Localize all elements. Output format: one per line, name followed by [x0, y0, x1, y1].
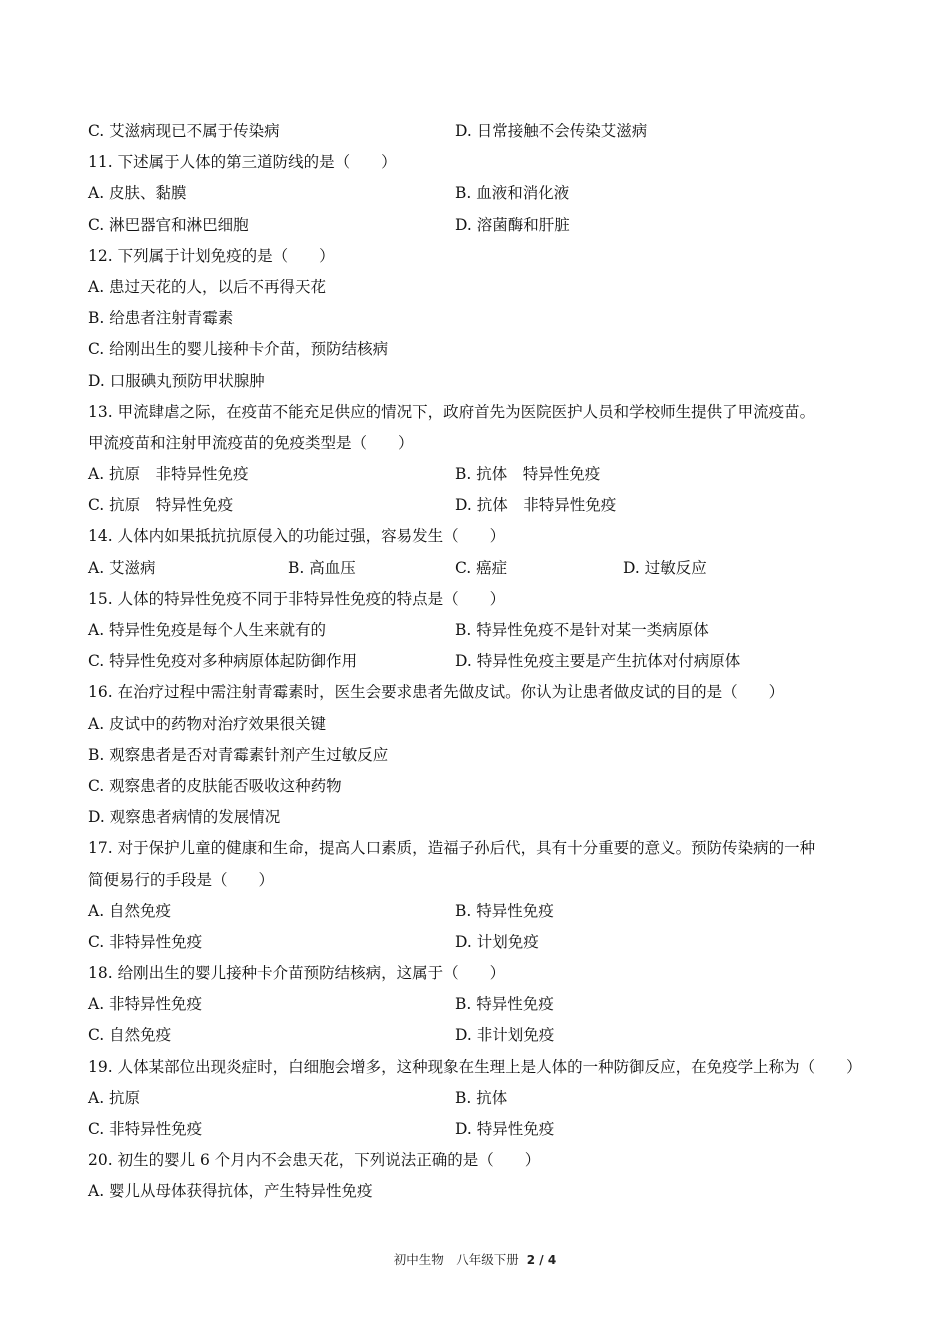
- line-text: C. 观察患者的皮肤能否吸收这种药物: [88, 776, 342, 795]
- text-line: [88, 771, 878, 802]
- option-left: C. 抗原 特异性免疫: [88, 496, 234, 515]
- text-line: [88, 428, 878, 459]
- option-row: [88, 927, 878, 958]
- option-left: A. 抗原 非特异性免疫: [88, 465, 249, 484]
- line-text: 甲流疫苗和注射甲流疫苗的免疫类型是（ ）: [88, 433, 414, 452]
- option-row: [88, 553, 878, 584]
- option-right: D. 溶菌酶和肝脏: [455, 215, 570, 234]
- option-left: A. 非特异性免疫: [88, 995, 203, 1014]
- text-line: [88, 147, 878, 178]
- line-text: C. 给刚出生的婴儿接种卡介苗，预防结核病: [88, 340, 389, 359]
- option-right: B. 特异性免疫: [455, 995, 554, 1014]
- text-line: [88, 740, 878, 771]
- option-right: D. 抗体 非特异性免疫: [455, 496, 617, 515]
- option-left: A. 皮肤、黏膜: [88, 184, 187, 203]
- option-right: B. 抗体: [455, 1088, 508, 1107]
- option-left: C. 艾滋病现已不属于传染病: [88, 122, 280, 140]
- text-line: [88, 1145, 878, 1176]
- option-row: [88, 646, 878, 677]
- line-text: 11. 下述属于人体的第三道防线的是（ ）: [88, 153, 397, 172]
- option-left: C. 非特异性免疫: [88, 932, 203, 951]
- line-text: 13. 甲流肆虐之际，在疫苗不能充足供应的情况下，政府首先为医院医护人员和学校师生提供了甲流疫苗。: [88, 402, 816, 421]
- option-left: A. 抗原: [88, 1088, 141, 1107]
- option-row: [88, 490, 878, 521]
- line-text: A. 婴儿从母体获得抗体，产生特异性免疫: [88, 1182, 373, 1201]
- option-left: C. 特异性免疫对多种病原体起防御作用: [88, 652, 358, 671]
- option-row: [88, 615, 878, 646]
- line-text: B. 观察患者是否对青霉素针剂产生过敏反应: [88, 745, 389, 764]
- option-a: A. 艾滋病: [88, 558, 156, 577]
- option-right: B. 特异性免疫不是针对某一类病原体: [455, 621, 709, 639]
- option-left: A. 特异性免疫是每个人生来就有的: [88, 621, 327, 639]
- line-text: D. 观察患者病情的发展情况: [88, 808, 281, 827]
- text-line: [88, 334, 878, 365]
- option-right: D. 非计划免疫: [455, 1026, 555, 1045]
- text-line: [88, 303, 878, 334]
- option-row: [88, 1114, 878, 1145]
- option-b: B. 高血压: [288, 558, 356, 577]
- text-line: [88, 865, 878, 896]
- text-line: [88, 677, 878, 708]
- text-line: [88, 709, 878, 740]
- line-text: 18. 给刚出生的婴儿接种卡介苗预防结核病，这属于（ ）: [88, 964, 506, 983]
- option-c: C. 癌症: [455, 558, 508, 577]
- text-line: [88, 272, 878, 303]
- line-text: 20. 初生的婴儿 6 个月内不会患天花，下列说法正确的是（ ）: [88, 1151, 541, 1170]
- line-text: 简便易行的手段是（ ）: [88, 870, 275, 889]
- line-text: D. 口服碘丸预防甲状腺肿: [88, 371, 265, 390]
- option-row: [88, 896, 878, 927]
- option-right: D. 日常接触不会传染艾滋病: [455, 122, 648, 140]
- page-footer: [0, 1250, 950, 1268]
- option-row: [88, 989, 878, 1020]
- option-row: [88, 1020, 878, 1051]
- option-left: C. 非特异性免疫: [88, 1120, 203, 1138]
- footer-label: 初中生物 八年级下册: [393, 1252, 519, 1267]
- text-line: [88, 521, 878, 552]
- text-line: [88, 958, 878, 989]
- option-row: [88, 1083, 878, 1114]
- question-list: [88, 116, 878, 1208]
- page-number: 2 / 4: [526, 1253, 557, 1267]
- line-text: 15. 人体的特异性免疫不同于非特异性免疫的特点是（ ）: [88, 589, 506, 608]
- text-line: [88, 584, 878, 615]
- option-right: D. 特异性免疫: [455, 1120, 555, 1138]
- option-left: C. 淋巴器官和淋巴细胞: [88, 215, 249, 234]
- text-line: [88, 1052, 878, 1083]
- text-line: [88, 833, 878, 864]
- option-row: [88, 116, 878, 147]
- text-line: [88, 802, 878, 833]
- line-text: A. 患过天花的人，以后不再得天花: [88, 277, 327, 296]
- option-row: [88, 210, 878, 241]
- option-right: B. 血液和消化液: [455, 184, 570, 203]
- option-right: B. 特异性免疫: [455, 901, 554, 920]
- line-text: 16. 在治疗过程中需注射青霉素时，医生会要求患者先做皮试。你认为让患者做皮试的目的是（ ）: [88, 683, 785, 702]
- text-line: [88, 397, 878, 428]
- option-right: D. 特异性免疫主要是产生抗体对付病原体: [455, 652, 741, 671]
- option-row: [88, 459, 878, 490]
- option-row: [88, 178, 878, 209]
- option-right: B. 抗体 特异性免疫: [455, 465, 601, 484]
- option-right: D. 计划免疫: [455, 932, 539, 951]
- line-text: 14. 人体内如果抵抗抗原侵入的功能过强，容易发生（ ）: [88, 527, 506, 546]
- text-line: [88, 1176, 878, 1207]
- line-text: A. 皮试中的药物对治疗效果很关键: [88, 714, 327, 733]
- text-line: [88, 366, 878, 397]
- option-d: D. 过敏反应: [623, 558, 707, 577]
- line-text: 17. 对于保护儿童的健康和生命，提高人口素质，造福子孙后代，具有十分重要的意义。预防传染病的一种: [88, 839, 816, 858]
- line-text: B. 给患者注射青霉素: [88, 309, 234, 328]
- text-line: [88, 241, 878, 272]
- option-left: A. 自然免疫: [88, 901, 172, 920]
- option-left: C. 自然免疫: [88, 1026, 172, 1045]
- line-text: 19. 人体某部位出现炎症时，白细胞会增多，这种现象在生理上是人体的一种防御反应，在免疫学上称为（ ）: [88, 1057, 862, 1076]
- line-text: 12. 下列属于计划免疫的是（ ）: [88, 246, 335, 265]
